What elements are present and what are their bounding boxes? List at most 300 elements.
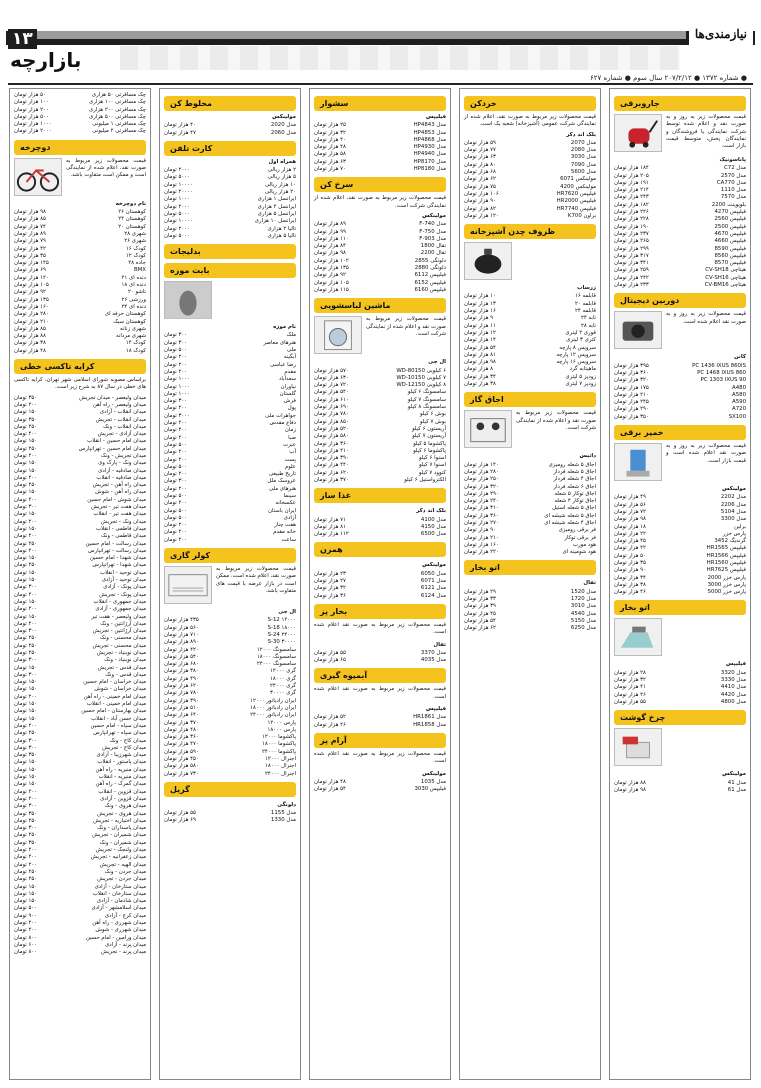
item-price: ۷۰ هزار تومان (314, 166, 346, 173)
price-row (464, 162, 596, 169)
price-row (14, 340, 146, 347)
item-name: اجاق توکار ۴ شعله (554, 498, 596, 505)
price-row (14, 767, 146, 774)
item-price: ۱۶ هزار تومان (464, 308, 496, 315)
price-row (464, 491, 596, 498)
price-row (314, 287, 446, 294)
category-header: مخلوط کن (164, 96, 296, 111)
item-name: مدل 6250 (570, 625, 596, 632)
item-price: ۱۵۰ تومان (14, 766, 38, 773)
price-row (614, 238, 746, 245)
item-price: ۳۰۰ تومان (14, 628, 38, 635)
brand-subheading: بلک اند دکر (566, 131, 596, 138)
item-price: ۲۹۰ هزار تومان (614, 406, 649, 413)
item-name: عروسک ملل (267, 478, 296, 485)
item-price: ۳۵ هزار تومان (14, 252, 46, 259)
item-name: ۲ هزار ریالی (267, 167, 296, 174)
price-row (614, 780, 746, 787)
item-price: ۲۰۰ تومان (164, 434, 188, 441)
price-row (314, 462, 446, 469)
item-price: ۲۴۲ هزار تومان (614, 274, 649, 281)
item-name: آریستون ۶ کیلو (412, 425, 446, 432)
item-name: تالیا ۲ هزاری (267, 225, 296, 232)
item-price: ۱۳۵ هزار تومان (14, 296, 49, 303)
category-header: سرخ کن (314, 177, 446, 192)
price-row (164, 749, 296, 756)
price-row (14, 803, 146, 810)
item-price: ۳۹۰ هزار تومان (164, 697, 199, 704)
price-row (14, 446, 146, 453)
item-name: میدان شهرری - شوش (95, 927, 146, 934)
item-price: ۲۵۰ تومان (14, 876, 38, 883)
price-row (14, 548, 146, 555)
item-name: اجاق ۶ شعله فردار (553, 483, 596, 490)
item-price: ۵۸۰ هزار تومان (164, 763, 199, 770)
price-row (314, 448, 446, 455)
item-price: ۵۰۰ هزار تومان (14, 113, 49, 120)
item-price: ۲۹۰ هزار تومان (464, 490, 499, 497)
brand-subheading: تفال (583, 580, 596, 587)
price-row (464, 301, 596, 308)
item-price: ۲۴۰ هزار تومان (464, 498, 499, 505)
item-price: ۸۵۰ هزار تومان (314, 418, 349, 425)
item-price: ۲۰۰ تومان (14, 452, 38, 459)
item-price: ۴۶ هزار تومان (614, 589, 646, 596)
item-name: میدان ونک - تجریش (100, 518, 146, 525)
item-name: فیلیپس 4270 (714, 209, 746, 216)
washer-icon (314, 316, 362, 354)
item-price: ۴۱ هزار تومان (614, 684, 646, 691)
item-price: ۶۸۰ هزار تومان (164, 661, 199, 668)
item-name: میدان شهدا - تهرانپارس (92, 562, 146, 569)
item-name: میدان جردن - تجریش (97, 876, 146, 883)
item-name: سعدآباد (279, 376, 296, 383)
item-price: ۱۸ هزار تومان (614, 523, 646, 530)
price-row (464, 462, 596, 469)
price-row (14, 311, 146, 318)
item-price: ۳۰۰ تومان (14, 671, 38, 678)
price-row (464, 469, 596, 476)
price-row (314, 531, 446, 538)
price-row (14, 511, 146, 518)
price-row (164, 522, 296, 529)
item-name: میدان سپاه - تهرانپارس (93, 730, 146, 737)
brand-subheading: مولینکس (272, 114, 296, 120)
item-price: ۱۶۰ هزار تومان (14, 303, 49, 310)
price-row (164, 435, 296, 442)
item-price: ۸۹ هزار تومان (14, 230, 46, 237)
price-row (164, 233, 296, 240)
item-price: ۳۶۰ هزار تومان (314, 440, 349, 447)
item-name: ۵ هزار ریالی (267, 174, 296, 181)
price-row (314, 368, 446, 375)
price-row (14, 216, 146, 223)
item-name: فیلیپس HR1565 (706, 545, 746, 552)
item-price: ۴۸ هزار تومان (314, 778, 346, 785)
item-price: ۹۹ هزار تومان (314, 228, 346, 235)
price-row (14, 811, 146, 818)
brand-subheading: مولینکس (422, 212, 446, 219)
price-row (464, 527, 596, 534)
item-price: ۳۰۰ تومان (14, 584, 38, 591)
item-name: کوهستان ۲۴ (118, 216, 146, 223)
price-row (614, 260, 746, 267)
item-name: ایران باستان (267, 507, 296, 514)
item-name: میدان فاطمی - ونک (101, 533, 146, 540)
item-price: ۲۸۰ هزار تومان (14, 311, 49, 318)
item-price: ۵۰۰ تومان (164, 463, 188, 470)
item-name: مدل 6500 (420, 531, 446, 538)
category-description: براساس مصوبه شورای اسلامی شهر تهران، کرایه تاکسی های خطی در سال ۸۷ به شرح زیر است. (14, 377, 146, 391)
item-price: ۵۹۰ هزار تومان (164, 748, 199, 755)
price-row (164, 500, 296, 507)
price-row (14, 468, 146, 475)
price-row (614, 567, 746, 574)
item-price: ۲۰۰ تومان (164, 471, 188, 478)
item-name: اجاق ۵ شعله فردار (553, 468, 596, 475)
price-row (314, 137, 446, 144)
price-row (464, 323, 596, 330)
item-name: ایران رادیاتور ۲۴۰۰۰ (250, 712, 296, 719)
item-name: شهری زنانه (119, 325, 146, 332)
price-row (14, 555, 146, 562)
category-description: قیمت محصولات زیر به روز و به صورت نقد و اعلام شده توسط شرکت نمایندگی یا فروشندگان و نمایندگان پخش، متوسط قیمت بازار است. (666, 114, 746, 150)
item-name: ۸ کیلویی WD-12150 (396, 382, 446, 389)
item-price: ۲۰۰۰ تومان (164, 225, 191, 232)
item-price: ۶۳۰ هزار تومان (314, 374, 349, 381)
item-price: ۹۸ هزار تومان (14, 209, 46, 216)
price-row (614, 231, 746, 238)
price-row (14, 438, 146, 445)
price-row (14, 840, 146, 847)
item-price: ۲۲۰ هزار تومان (464, 549, 499, 556)
item-name: زودپز ۵ لیتری (565, 373, 596, 380)
price-row (14, 927, 146, 934)
price-row (464, 337, 596, 344)
item-name: S-18 ۱۸۰۰۰ (267, 624, 296, 631)
item-price: ۲۰۰ تومان (14, 854, 38, 861)
price-row (164, 457, 296, 464)
item-name: میدان حسن آباد - انقلاب (91, 715, 146, 722)
vacuum-icon (614, 114, 662, 152)
item-name: فرش (283, 398, 296, 405)
section-title: بازارچه (10, 48, 82, 72)
item-price: ۸۰۰ تومان (14, 934, 38, 941)
item-price: ۳۸ هزار تومان (464, 381, 496, 388)
price-row (14, 716, 146, 723)
item-name: مدل 3030 (570, 154, 596, 161)
price-row (464, 140, 596, 147)
item-price: ۳۹ هزار تومان (464, 603, 496, 610)
price-row (314, 122, 446, 129)
item-price: ۱۰۰۰۰ تومان (164, 181, 193, 188)
price-row (14, 738, 146, 745)
item-name: مدل 4540 (570, 610, 596, 617)
price-row (14, 657, 146, 664)
item-price: ۹۸ هزار تومان (614, 786, 646, 793)
price-row (464, 176, 596, 183)
price-row (14, 847, 146, 854)
item-name: میدان شهرزیبا - آزادی (96, 752, 146, 759)
price-row (164, 632, 296, 639)
item-name: چک مسافرتی ۵۰ هزاری (91, 92, 146, 98)
item-name: پارس خزر (723, 530, 746, 537)
item-name: چک مسافرتی ۱ میلیونی (92, 121, 146, 128)
price-row (14, 832, 146, 839)
price-row (14, 246, 146, 253)
price-row (14, 949, 146, 956)
price-row (14, 319, 146, 326)
price-row (14, 876, 146, 883)
item-price: ۲۳۷ هزار تومان (614, 230, 649, 237)
price-row (614, 282, 746, 289)
item-price: ۳۸ هزار تومان (614, 581, 646, 588)
item-price: ۴۵ هزار تومان (464, 610, 496, 617)
item-name: تفال 2200 (420, 250, 446, 257)
item-price: ۳۴۱ هزار تومان (614, 260, 649, 267)
item-name: کوهستان حرفه ای (104, 311, 146, 318)
item-name: میدان امام حسین - تهرانپارس (78, 445, 146, 452)
item-name: شهری ۲۶ (124, 238, 146, 245)
price-row (14, 497, 146, 504)
item-name: مدل 6050 (420, 570, 446, 577)
price-row (164, 347, 296, 354)
item-price: ۱۵۰ تومان (14, 679, 38, 686)
item-price: ۲۰۰ تومان (164, 405, 188, 412)
price-row (314, 593, 446, 600)
item-price: ۴۵۰ تومان (14, 482, 38, 489)
item-name: مدل 2206 (720, 501, 746, 508)
item-name: زمان (284, 427, 296, 434)
item-price: ۲۰۰۰ تومان (164, 203, 191, 210)
item-price: ۲۰۰ تومان (164, 354, 188, 361)
price-row (614, 406, 746, 413)
item-name: میدان توحید - آزادی (101, 577, 146, 584)
item-price: ۳۶ هزار تومان (314, 592, 346, 599)
price-row (14, 759, 146, 766)
item-price: ۵۰۰۰ تومان (164, 232, 191, 239)
item-name: مدل HP8170 (413, 158, 446, 165)
item-name: بوش ۶ کیلو (420, 411, 446, 418)
item-name: مدل F-740 (419, 221, 446, 228)
brand-subheading: فیلیپس (426, 114, 446, 120)
category-header: بابت موزه (164, 263, 296, 278)
item-name: میدان شهدا - امام حسین (89, 555, 146, 562)
item-name: مدل 2070 (570, 139, 596, 146)
item-name: میدان آرژانتین - تجریش (92, 628, 146, 635)
item-price: ۴۹۰ هزار تومان (164, 675, 199, 682)
price-row (164, 362, 296, 369)
category-header: بخار پز (314, 604, 446, 619)
price-row (314, 130, 446, 137)
item-price: ۱۰۰۰ تومان (164, 196, 191, 203)
item-name: سرویس ۸ پارچه (559, 344, 596, 351)
item-price: ۱۵۰ تومان (14, 759, 38, 766)
item-name: پارس خزر 3000 (707, 581, 746, 588)
item-price: ۲۳۳ هزار تومان (614, 282, 649, 289)
item-name: میدان فاطمی - انقلاب (95, 525, 146, 532)
item-name: ایرانسل ۱ هزاری (257, 196, 296, 203)
item-price: ۳۰۰۰ تومان (164, 412, 191, 419)
item-price: ۲۰۰ تومان (14, 795, 38, 802)
price-row (14, 723, 146, 730)
price-row (14, 905, 146, 912)
item-name: میدان جمهوری - آزادی (95, 606, 146, 613)
price-row (464, 184, 596, 191)
item-price: ۱۵۰ تومان (14, 701, 38, 708)
brand-subheading: کانن (733, 354, 746, 361)
item-price: ۲۵۰ تومان (14, 650, 38, 656)
item-name: ملی (286, 347, 296, 354)
item-price: ۱۰۰۰ تومان (164, 390, 191, 397)
item-price: ۱۵۰ تومان (14, 569, 38, 576)
price-row (464, 293, 596, 300)
price-row (164, 427, 296, 434)
category-header: خمیر برقی (614, 425, 746, 440)
category-header: غذا ساز (314, 488, 446, 503)
item-price: ۲۷ هزار تومان (314, 578, 346, 585)
category-header: جاروبرقی (614, 96, 746, 111)
item-name: میدان امام خمینی - انقلاب (86, 701, 146, 708)
column-5 (9, 88, 151, 1080)
price-row (164, 727, 296, 734)
item-name: فیلیپس HR7625 (706, 567, 746, 574)
item-price: ۴۴۰ هزار تومان (314, 462, 349, 469)
item-name: میدان محسنی - ونک (99, 635, 146, 642)
item-name: فیلیپس 4670 (714, 230, 746, 237)
price-row (314, 397, 446, 404)
price-row (14, 635, 146, 642)
item-name: گری ۲۴۰۰۰ (270, 683, 296, 690)
item-price: ۴۷ هزار تومان (164, 129, 196, 136)
item-price: ۱۹۱ هزار تومان (614, 179, 649, 186)
item-name: مدل 4035 (420, 657, 446, 664)
item-name: ۷ کیلویی WD-10150 (396, 374, 446, 381)
price-row (164, 705, 296, 712)
item-name: فیلیپس HR1566 (706, 552, 746, 559)
item-name: دنده ای ۲۱ (121, 274, 146, 281)
item-price: ۱۵۰ تومان (14, 460, 38, 467)
price-row (164, 398, 296, 405)
item-name: S-24 ۲۴۰۰۰ (267, 631, 296, 638)
item-name: دنده ای ۲۴ (121, 303, 146, 310)
category-header: خردکن (464, 96, 596, 111)
item-name: مدل 4150 (420, 523, 446, 530)
item-name: فیلیپس HR2000 (556, 198, 596, 205)
price-row (14, 913, 146, 920)
item-name: تاریخ طبیعی (268, 471, 296, 478)
item-name: میدان منیریه - انقلاب (98, 774, 146, 781)
item-price: ۲۵۰ تومان (14, 540, 38, 547)
item-price: ۵۴۰ هزار تومان (164, 653, 199, 660)
item-price: ۲۰۰ تومان (14, 693, 38, 700)
item-price: ۲۸۰ هزار تومان (464, 468, 499, 475)
item-name: BMX (133, 267, 146, 274)
museum-icon (164, 281, 212, 319)
item-price: ۱۰۰ هزار تومان (14, 99, 49, 106)
item-price: ۵۹ هزار تومان (464, 139, 496, 146)
item-name: خانه مقدم (273, 529, 296, 536)
item-name: تابه ۲۴ (580, 315, 596, 322)
price-row (14, 348, 146, 355)
item-price: ۸۵ هزار تومان (14, 325, 46, 332)
item-price: ۲۰۰۰۰ تومان (164, 189, 193, 196)
item-price: ۱۱۵ هزار تومان (314, 286, 349, 293)
header-rule (8, 83, 753, 85)
item-price: ۳۰۰ تومان (14, 825, 38, 832)
category-header: کولر گازی (164, 548, 296, 563)
price-row (14, 781, 146, 788)
item-name: هود مورب (572, 541, 596, 548)
item-name: میدان اختیاریه - تجریش (93, 817, 146, 824)
price-row (14, 679, 146, 686)
item-name: مدل 1110 (720, 187, 746, 194)
item-price: ۱۰۰۰ تومان (164, 376, 191, 383)
price-row (164, 508, 296, 515)
item-name: کوهستان سبک (113, 318, 146, 325)
item-name: مدل F-903 (419, 235, 446, 242)
category-header: کرایه تاکسی خطی (14, 359, 146, 374)
price-row (464, 484, 596, 491)
item-price: ۴۶ هزار تومان (614, 691, 646, 698)
item-price: ۳۰۰ تومان (164, 398, 188, 405)
item-price: ۱۵۰ تومان (14, 883, 38, 890)
item-name: عبرت (283, 441, 296, 448)
item-name: مدل HP4853 (413, 129, 446, 136)
item-price: ۲۰۰۰ هزار تومان (14, 128, 52, 135)
item-price: ۲۵۰ تومان (14, 642, 38, 649)
item-name: میدان خراسان - امام حسین (83, 679, 146, 686)
item-price: ۱۵۰ تومان (14, 781, 38, 788)
item-name: میدان کرج - آزادی (104, 912, 146, 919)
item-name: میدان ستارخان - آزادی (94, 883, 146, 890)
category-description: قیمت محصولات زیر به روز و به صورت نقد اعلام شده است و قیمت بازار است. (666, 443, 746, 464)
item-price: ۲۴۵ هزار تومان (614, 399, 649, 406)
price-row (614, 589, 746, 596)
item-price: ۲۲۶ هزار تومان (614, 209, 649, 216)
item-name: صبا (288, 434, 296, 441)
item-price: ۴۰ هزار تومان (164, 122, 196, 129)
price-row (14, 289, 146, 296)
price-row (164, 218, 296, 225)
item-name: مدل HR1858 (413, 721, 446, 728)
price-row (464, 611, 596, 618)
brand-subheading: پاناسونیک (719, 157, 746, 163)
price-row (614, 502, 746, 509)
price-row (314, 236, 446, 243)
brand-subheading: مولینکس (422, 562, 446, 569)
item-price: ۵۴ هزار تومان (314, 786, 346, 793)
price-row (314, 159, 446, 166)
item-price: ۴۶ هزار تومان (314, 721, 346, 728)
price-row (14, 752, 146, 759)
item-name: A720 (732, 406, 746, 413)
item-price: ۳۸۰ هزار تومان (164, 668, 199, 675)
item-price: ۶۰۰ تومان (14, 941, 38, 948)
item-price: ۱۰۰۰ تومان (164, 383, 191, 390)
price-row (14, 701, 146, 708)
price-row (314, 250, 446, 257)
item-price: ۷۱ هزار تومان (314, 516, 346, 523)
item-price: ۳۲۰ هزار تومان (464, 483, 499, 490)
item-price: ۱۵۰ تومان (14, 511, 38, 518)
item-price: ۵۰۰۰ تومان (164, 210, 191, 217)
price-row (14, 260, 146, 267)
item-name: ساعت (281, 536, 296, 543)
item-price: ۲۹ هزار تومان (464, 588, 496, 595)
price-row (314, 144, 446, 151)
item-name: میدان صادقیه - آزادی (98, 467, 146, 474)
